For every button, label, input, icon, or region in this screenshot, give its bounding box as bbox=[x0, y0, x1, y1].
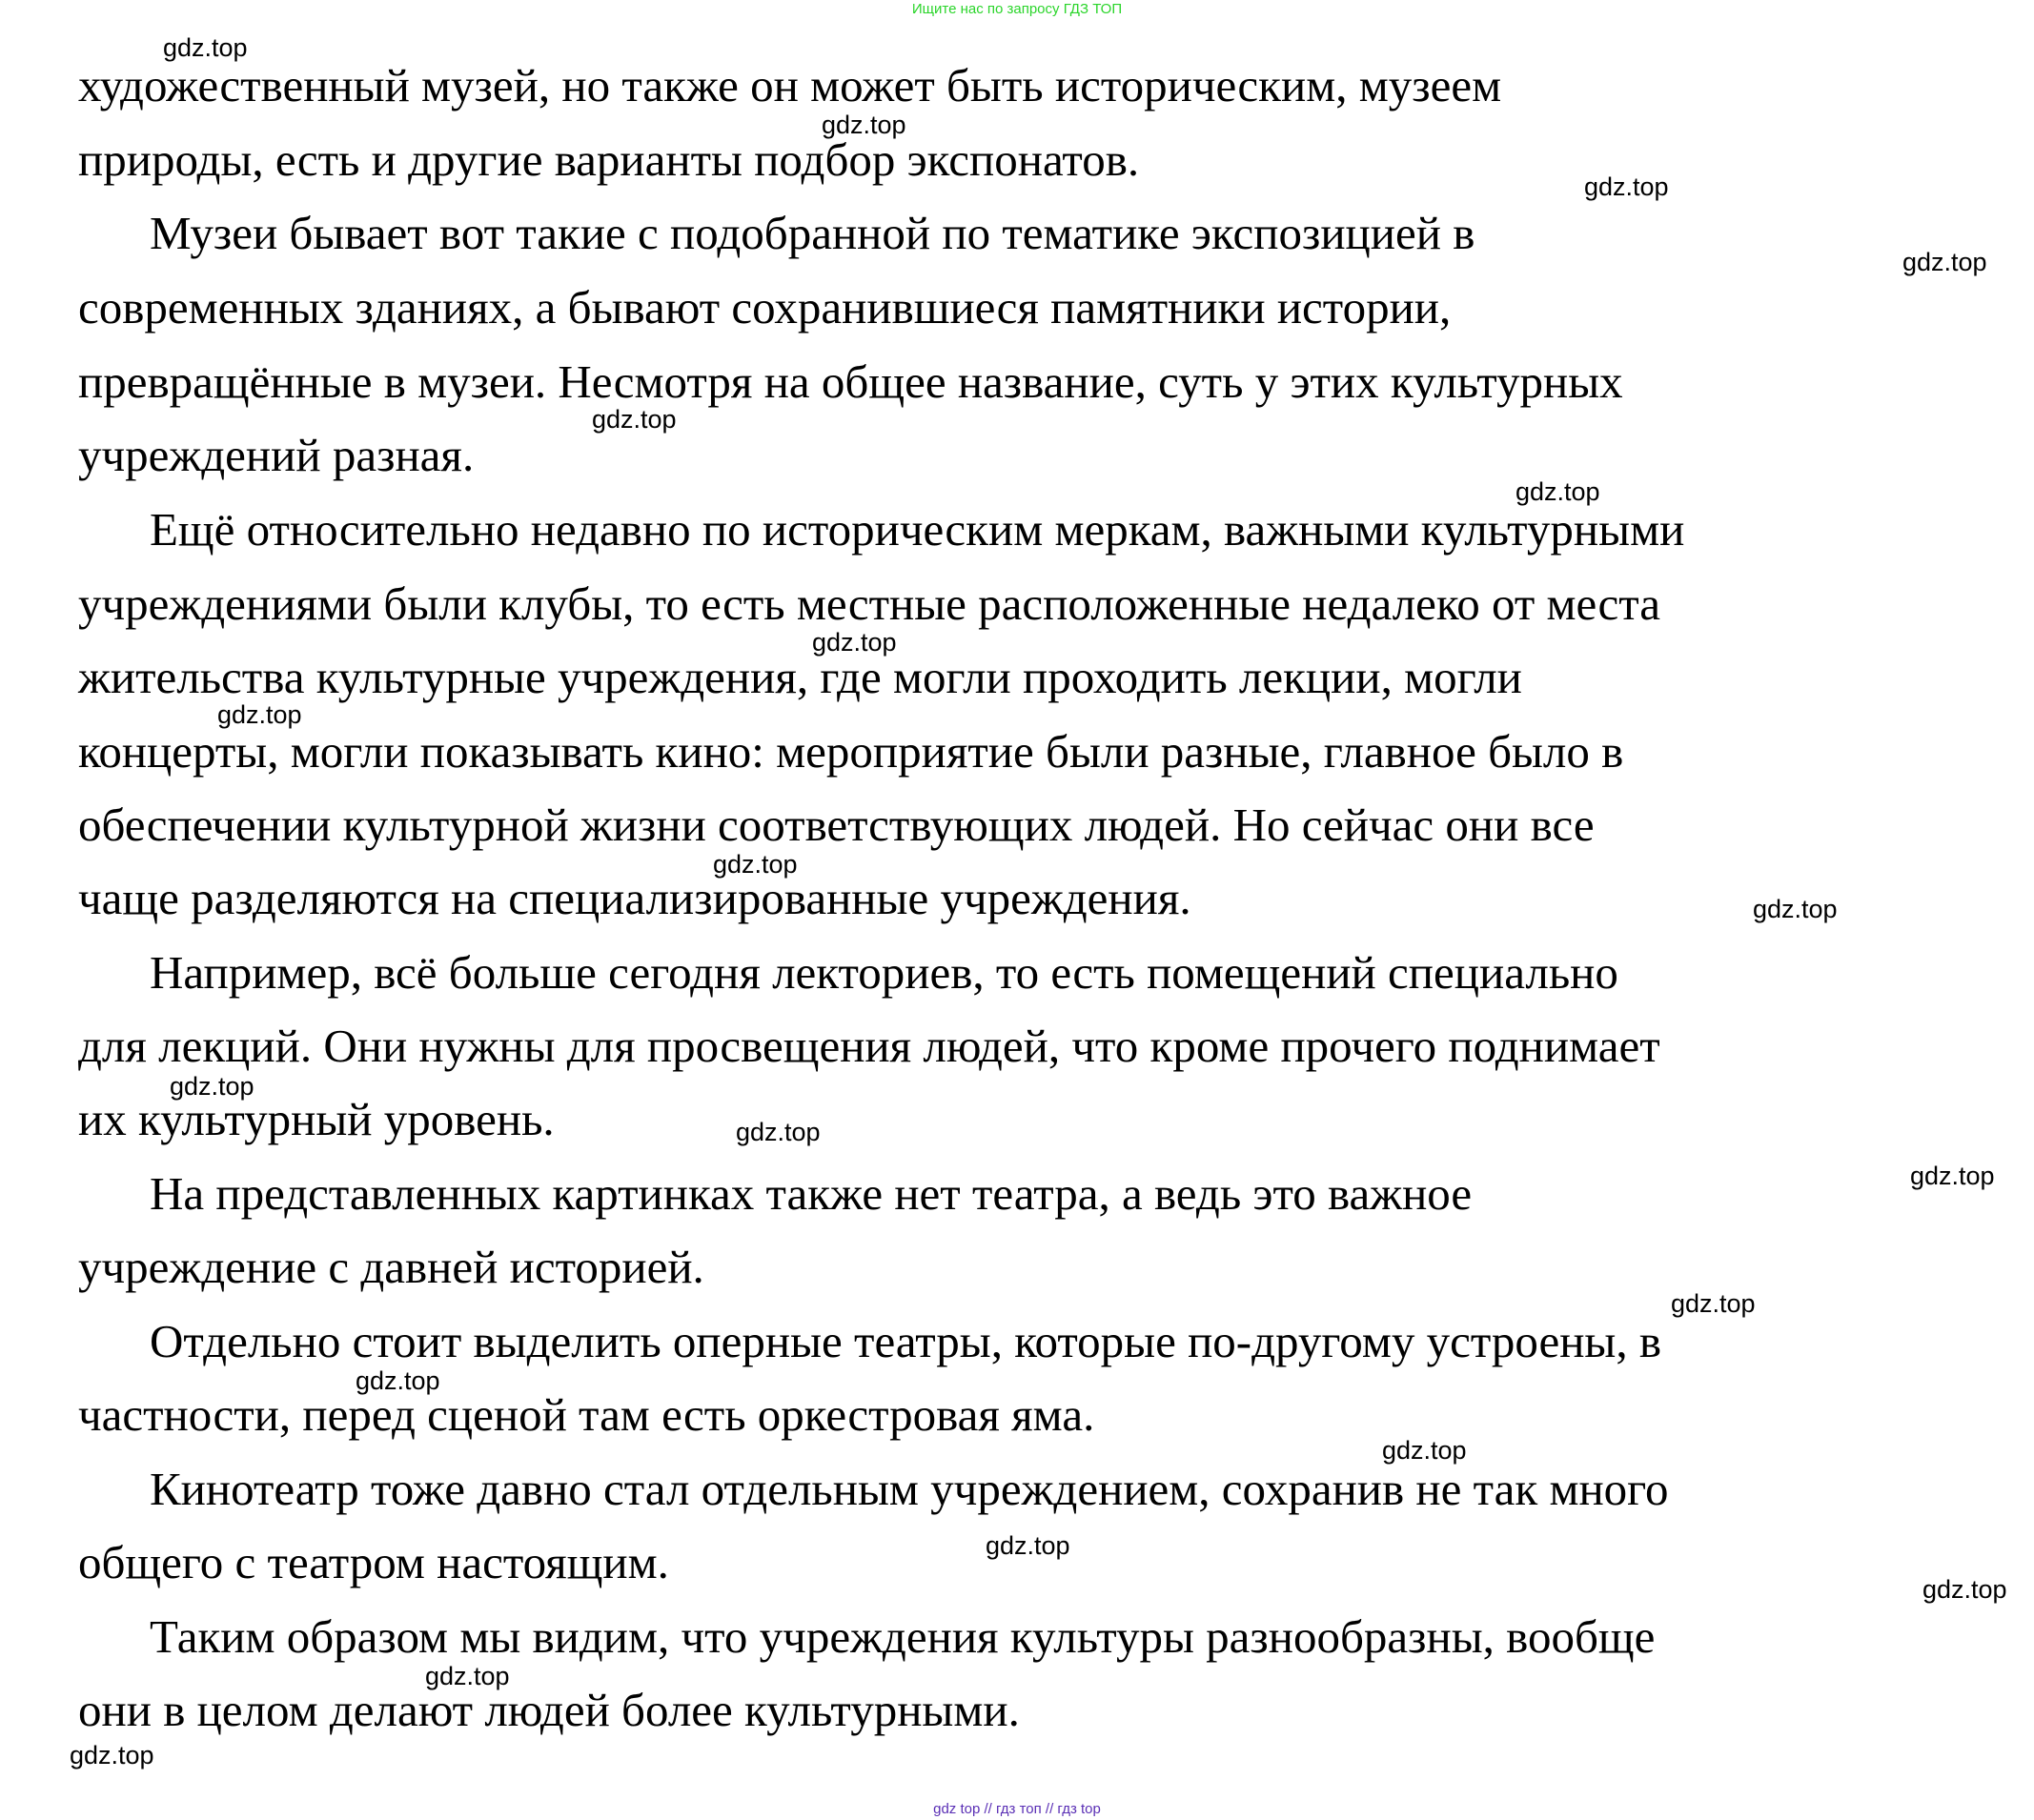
watermark: gdz.top bbox=[812, 628, 897, 657]
footer-links[interactable]: gdz top // гдз топ // гдз top bbox=[933, 1801, 1101, 1817]
text-line: художественный музей, но также он может быть историческим, музеем bbox=[78, 59, 1502, 111]
watermark: gdz.top bbox=[736, 1118, 821, 1146]
watermark: gdz.top bbox=[1753, 895, 1838, 923]
text-line: природы, есть и другие варианты подбор экспонатов. bbox=[78, 133, 1140, 186]
watermark: gdz.top bbox=[1515, 477, 1600, 506]
watermark: gdz.top bbox=[1910, 1162, 1995, 1190]
text-line: современных зданиях, а бывают сохранившиеся памятники истории, bbox=[78, 281, 1452, 334]
watermark: gdz.top bbox=[170, 1072, 254, 1101]
text-line: их культурный уровень. bbox=[78, 1093, 555, 1145]
watermark: gdz.top bbox=[70, 1741, 154, 1769]
text-line: Например, всё больше сегодня лекториев, то есть помещений специально bbox=[150, 946, 1618, 999]
watermark: gdz.top bbox=[1584, 172, 1669, 201]
text-line: Таким образом мы видим, что учреждения культуры разнообразны, вообще bbox=[150, 1610, 1656, 1663]
text-line: для лекций. Они нужны для просвещения людей, что кроме прочего поднимает bbox=[78, 1020, 1660, 1072]
text-line: концерты, могли показывать кино: мероприятие были разные, главное было в bbox=[78, 725, 1624, 778]
watermark: gdz.top bbox=[163, 33, 248, 62]
text-line: превращённые в музеи. Несмотря на общее название, суть у этих культурных bbox=[78, 355, 1623, 408]
text-line: учреждений разная. bbox=[78, 429, 475, 481]
text-line: На представленных картинках также нет театра, а ведь это важное bbox=[150, 1167, 1473, 1220]
watermark: gdz.top bbox=[986, 1531, 1070, 1560]
watermark: gdz.top bbox=[592, 405, 677, 434]
watermark: gdz.top bbox=[1671, 1289, 1756, 1318]
text-line: они в целом делают людей более культурными. bbox=[78, 1684, 1020, 1736]
watermark: gdz.top bbox=[1382, 1436, 1467, 1465]
text-line: учреждениями были клубы, то есть местные расположенные недалеко от места bbox=[78, 577, 1660, 630]
text-line: Кинотеатр тоже давно стал отдельным учреждением, сохранив не так много bbox=[150, 1463, 1669, 1515]
text-line: Ещё относительно недавно по историческим меркам, важными культурными bbox=[150, 503, 1685, 556]
text-line: частности, перед сценой там есть оркестровая яма. bbox=[78, 1388, 1095, 1441]
text-line: Музеи бывает вот такие с подобранной по тематике экспозицией в bbox=[150, 207, 1475, 259]
watermark: gdz.top bbox=[713, 850, 798, 879]
text-line: обеспечении культурной жизни соответствующих людей. Но сейчас они все bbox=[78, 799, 1595, 851]
text-line: Отдельно стоит выделить оперные театры, которые по-другому устроены, в bbox=[150, 1315, 1661, 1367]
top-banner[interactable]: Ищите нас по запросу ГДЗ ТОП bbox=[911, 1, 1123, 17]
text-line: чаще разделяются на специализированные учреждения. bbox=[78, 872, 1191, 924]
watermark: gdz.top bbox=[1902, 248, 1987, 276]
watermark: gdz.top bbox=[217, 700, 302, 729]
text-line: жительства культурные учреждения, где могли проходить лекции, могли bbox=[78, 651, 1522, 703]
watermark: gdz.top bbox=[1922, 1575, 2007, 1604]
text-line: общего с театром настоящим. bbox=[78, 1536, 669, 1588]
watermark: gdz.top bbox=[822, 111, 906, 139]
watermark: gdz.top bbox=[425, 1662, 510, 1690]
text-line: учреждение с давней историей. bbox=[78, 1241, 704, 1293]
watermark: gdz.top bbox=[356, 1366, 440, 1395]
